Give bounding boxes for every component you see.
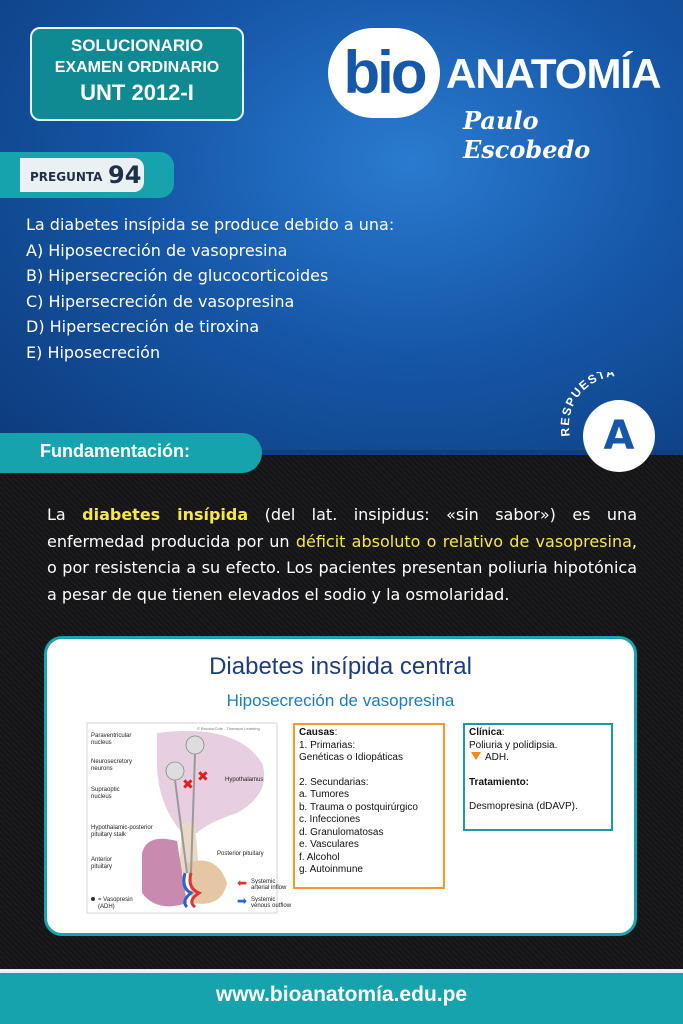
causas-primarias-detail: Genéticas o Idiopáticas: [299, 752, 403, 763]
fundamentacion-title: Fundamentación:: [40, 441, 191, 461]
tratamiento-title: Tratamiento:: [469, 776, 530, 788]
bioanatomia-logo: [328, 28, 661, 164]
causa-item: f. Alcohol: [299, 851, 340, 863]
label-nucleus-2: nucleus: [91, 794, 112, 800]
arterial-arrow-icon: ⬅: [237, 876, 248, 890]
fundamentacion-tab: [0, 433, 262, 473]
logo-bio: bio: [328, 28, 440, 118]
footer: [0, 969, 683, 1024]
footer-line: [0, 969, 683, 973]
option-d: D) Hipersecreción de tiroxina: [26, 317, 260, 336]
option-c: C) Hipersecreción de vasopresina: [26, 291, 295, 311]
causa-item: c. Infecciones: [299, 814, 361, 825]
causas-primarias: 1. Primarias:: [299, 739, 356, 751]
label-nucleus-1: nucleus: [91, 740, 112, 746]
label-hypothalamus: Hypothalamus: [225, 777, 264, 783]
para-text-1: La: [47, 505, 83, 524]
label-supraoptic: Supraoptic: [91, 787, 120, 793]
label-stalk-1: Hypothalamic-posterior: [91, 825, 153, 831]
answer-label: RESPUESTA: [557, 372, 617, 438]
vasopresin-dot-icon: [91, 897, 95, 901]
option-b: B) Hipersecreción de glucocorticoides: [26, 266, 329, 285]
question-tab-inner: [20, 158, 144, 192]
logo-anatomia: ANATOMÍA: [446, 50, 661, 97]
question-stem: La diabetes insípida se produce debido a una:: [26, 215, 395, 234]
block-mark-1: ✖: [182, 777, 194, 793]
card-subtitle: Hiposecreción de vasopresina: [226, 691, 455, 710]
label-vasopresin-1: = Vasopresin: [98, 897, 133, 903]
block-mark-2: ✖: [197, 769, 209, 785]
clinica-line-2: ADH.: [485, 752, 509, 763]
answer-letter: A: [583, 400, 655, 472]
clinica-box: Clínica: Poliuria y polidipsia. ADH. Tratamiento: Desmopresina (dDAVP).: [463, 723, 613, 831]
label-neurosecretory: Neurosecretory: [91, 759, 133, 765]
question-number: 94: [108, 161, 142, 189]
exam-line-2: EXAMEN ORDINARIO: [54, 59, 220, 76]
causas-box: Causas: 1. Primarias: Genéticas o Idiopáticas 2. Secundarias: a. Tumores b. Trauma o postquirúrgico c. Infecciones d. Granulomatosas e. Vasculares f. Alcohol g. Autoinmune: [293, 723, 445, 889]
label-paraventricular: Paraventricular: [91, 733, 132, 739]
causa-item: e. Vasculares: [299, 839, 359, 850]
label-anterior-1: Anterior: [91, 857, 113, 863]
causas-title: Causas: [299, 727, 335, 738]
para-text-3: , o por resistencia a su efecto. Los pacientes presentan poliuria hipotónica a pesar de que tienen elevados el sodio y la osmolaridad.: [47, 531, 637, 604]
causa-item: g. Autoinmune: [299, 864, 363, 875]
answer-badge: [548, 372, 668, 472]
para-highlight-cause: déficit absoluto o relativo de vasopresina: [295, 531, 632, 551]
exam-badge: [30, 27, 244, 121]
clinica-title: Clínica: [469, 727, 502, 738]
causa-item: d. Granulomatosas: [299, 826, 384, 838]
logo-signature: Paulo Escobedo: [463, 106, 591, 164]
neuron-1: [186, 736, 204, 754]
card-title: Diabetes insípida central: [209, 653, 472, 680]
label-vasopresin-2: (ADH): [98, 904, 115, 910]
label-posterior: Posterior pituitary: [217, 851, 264, 857]
label-venous-2: venous outflow: [251, 903, 292, 909]
info-card: [44, 636, 637, 936]
label-neurons: neurons: [91, 766, 113, 772]
fundamentacion-paragraph: [47, 502, 637, 608]
option-a: A) Hiposecreción de vasopresina: [26, 240, 288, 260]
causa-item: b. Trauma o postquirúrgico: [299, 801, 418, 813]
clinica-line-1: Poliuria y polidipsia.: [469, 739, 558, 751]
label-arterial-2: arterial inflow: [251, 885, 287, 891]
tratamiento-text: Desmopresina (dDAVP).: [469, 801, 578, 812]
exam-line-1: SOLUCIONARIO: [70, 36, 204, 55]
label-venous-1: Systemic: [251, 897, 276, 903]
option-e: E) Hiposecreción: [26, 342, 161, 362]
para-text-2: (del lat. insipidus: «sin sabor») es una enfermedad producida por un: [47, 505, 638, 551]
causas-secundarias: 2. Secundarias:: [299, 776, 369, 788]
exam-line-3: UNT 2012-I: [80, 80, 194, 105]
label-copyright: © Brooks/Cole - Thomson Learning: [197, 726, 260, 731]
label-anterior-2: pituitary: [91, 864, 113, 870]
question-label: PREGUNTA: [30, 170, 103, 184]
para-highlight-term: diabetes insípida: [82, 505, 249, 524]
pituitary-diagram: [87, 723, 292, 913]
arrow-down-icon: [471, 752, 481, 760]
venous-arrow-icon: ➡: [237, 894, 248, 908]
label-arterial-1: Systemic: [251, 879, 276, 885]
footer-url: www.bioanatomía.edu.pe: [215, 983, 468, 1006]
causa-item: a. Tumores: [299, 789, 350, 800]
question-block: [26, 212, 446, 365]
question-tab: [0, 152, 174, 198]
label-stalk-2: pituitary stalk: [91, 832, 127, 838]
